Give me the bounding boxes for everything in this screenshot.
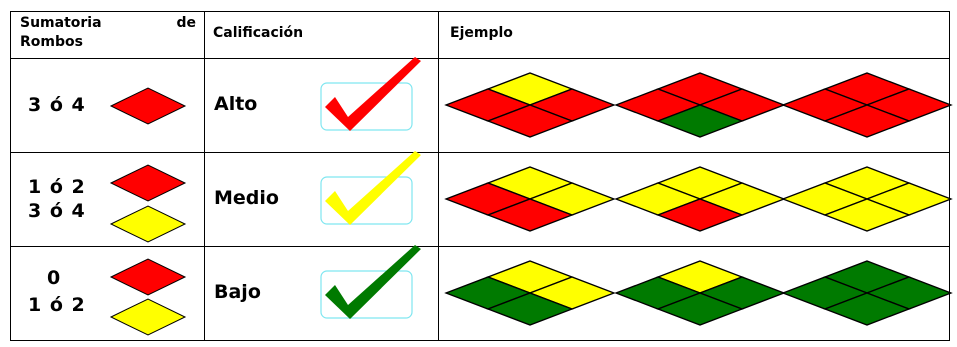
rating-table: [10, 11, 950, 341]
header-calificacion: [205, 12, 439, 59]
row-alto-sum-cell: [11, 59, 205, 153]
row-bajo-sum-line-1: 0: [47, 267, 62, 289]
example-group-2: [616, 167, 784, 231]
checkmark-shape: [325, 57, 421, 131]
row-medio-legend-yellow-diamond: [110, 204, 190, 244]
row-bajo-calificacion-label: Bajo: [214, 281, 261, 303]
row-alto-sum-line-1: 3 ó 4: [28, 94, 86, 116]
header-rombos-word: Rombos: [20, 34, 83, 50]
header-calificacion-label: Calificación: [213, 25, 304, 41]
example-group-2: [616, 261, 784, 325]
row-medio-sum-line-1: 1 ó 2: [28, 176, 86, 198]
row-medio-calificacion-label: Medio: [214, 187, 279, 209]
row-alto-calificacion-cell: [205, 59, 439, 153]
legend-diamond-shape: [111, 206, 185, 242]
row-medio-sum-cell: [11, 153, 205, 247]
row-bajo: [11, 247, 950, 341]
legend-diamond-shape: [111, 299, 185, 335]
example-group-3: [783, 167, 951, 231]
example-group-1: [446, 167, 614, 231]
row-medio-sum-line-2: 3 ó 4: [28, 200, 86, 222]
row-medio-legend-red-diamond: [110, 163, 190, 203]
row-bajo-check-icon: [315, 247, 435, 337]
row-medio-calificacion-cell: [205, 153, 439, 247]
legend-diamond-shape: [111, 165, 185, 201]
row-alto: [11, 59, 950, 153]
row-bajo-legend-red-diamond: [110, 257, 190, 297]
row-alto-legend-red-diamond: [110, 86, 190, 126]
checkmark-shape: [325, 245, 421, 319]
row-alto-calificacion-label: Alto: [214, 93, 258, 115]
header-de-word: de: [176, 15, 196, 31]
header-ejemplo-label: Ejemplo: [450, 25, 513, 41]
row-bajo-calificacion-cell: [205, 247, 439, 341]
example-group-3: [783, 261, 951, 325]
header-sumatoria-word: Sumatoria: [20, 15, 102, 31]
row-bajo-sum-cell: [11, 247, 205, 341]
row-bajo-legend-yellow-diamond: [110, 297, 190, 337]
header-row: [11, 12, 950, 59]
header-ejemplo: [439, 12, 950, 59]
row-medio-examples: [439, 153, 949, 247]
row-medio-examples-cell: [439, 153, 950, 247]
legend-diamond-shape: [111, 259, 185, 295]
example-group-1: [446, 73, 614, 137]
header-sumatoria: [11, 12, 205, 59]
example-group-3: [783, 73, 951, 137]
legend-diamond-shape: [111, 88, 185, 124]
row-bajo-examples-cell: [439, 247, 950, 341]
row-bajo-examples: [439, 247, 949, 341]
row-alto-examples: [439, 59, 949, 153]
example-group-2: [616, 73, 784, 137]
row-alto-check-icon: [315, 59, 435, 149]
checkmark-shape: [325, 151, 421, 225]
example-group-1: [446, 261, 614, 325]
row-bajo-sum-line-2: 1 ó 2: [28, 294, 86, 316]
row-alto-examples-cell: [439, 59, 950, 153]
row-medio-check-icon: [315, 153, 435, 243]
row-medio: [11, 153, 950, 247]
header-sumatoria-inner: [11, 12, 204, 58]
